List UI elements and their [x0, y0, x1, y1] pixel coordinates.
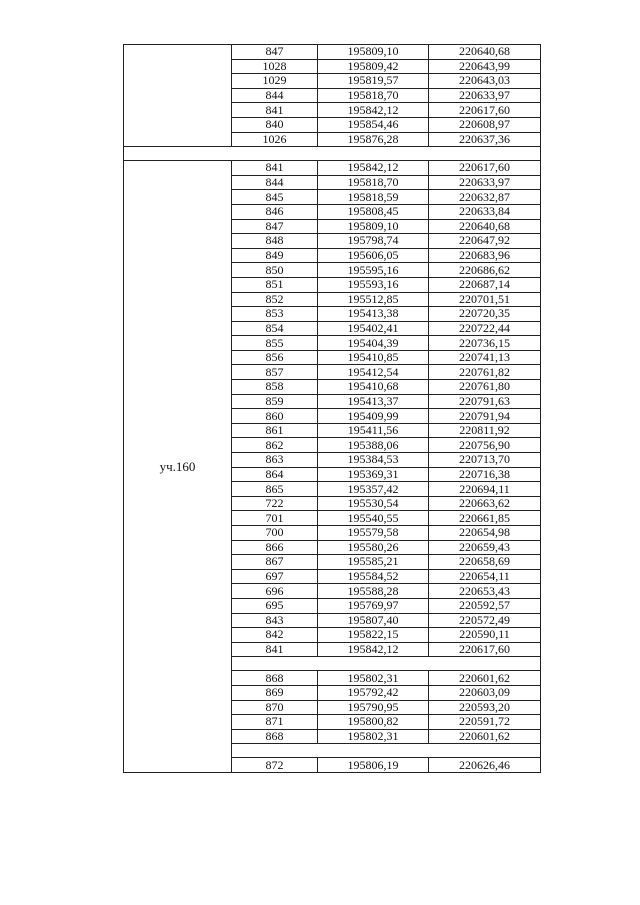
point-number-cell: 863 [232, 453, 318, 468]
x-coordinate-cell: 195842,12 [318, 642, 429, 657]
x-coordinate-cell: 195802,31 [318, 671, 429, 686]
x-coordinate-cell: 195792,42 [318, 685, 429, 700]
y-coordinate-cell: 220601,62 [429, 671, 541, 686]
point-number-cell: 844 [232, 88, 318, 103]
x-coordinate-cell: 195580,26 [318, 540, 429, 555]
point-number-cell: 866 [232, 540, 318, 555]
x-coordinate-cell: 195595,16 [318, 263, 429, 278]
table-row [124, 45, 541, 60]
x-coordinate-cell: 195842,12 [318, 161, 429, 176]
y-coordinate-cell: 220592,57 [429, 598, 541, 613]
point-number-cell: 843 [232, 613, 318, 628]
y-coordinate-cell: 220591,72 [429, 715, 541, 730]
y-coordinate-cell: 220761,82 [429, 365, 541, 380]
point-number-cell: 851 [232, 277, 318, 292]
y-coordinate-cell: 220663,62 [429, 496, 541, 511]
point-number-cell: 871 [232, 715, 318, 730]
point-number-cell: 870 [232, 700, 318, 715]
plot-label-cell: уч.160 [124, 161, 232, 773]
contour-separator-cell [232, 657, 541, 671]
point-number-cell: 868 [232, 729, 318, 744]
y-coordinate-cell: 220608,97 [429, 117, 541, 132]
y-coordinate-cell: 220716,38 [429, 467, 541, 482]
y-coordinate-cell: 220683,96 [429, 248, 541, 263]
y-coordinate-cell: 220643,03 [429, 74, 541, 89]
point-number-cell: 846 [232, 204, 318, 219]
y-coordinate-cell: 220632,87 [429, 190, 541, 205]
point-number-cell: 840 [232, 117, 318, 132]
x-coordinate-cell: 195807,40 [318, 613, 429, 628]
y-coordinate-cell: 220720,35 [429, 307, 541, 322]
y-coordinate-cell: 220756,90 [429, 438, 541, 453]
point-number-cell: 850 [232, 263, 318, 278]
y-coordinate-cell: 220593,20 [429, 700, 541, 715]
y-coordinate-cell: 220603,09 [429, 685, 541, 700]
y-coordinate-cell: 220659,43 [429, 540, 541, 555]
y-coordinate-cell: 220713,70 [429, 453, 541, 468]
y-coordinate-cell: 220643,99 [429, 59, 541, 74]
x-coordinate-cell: 195588,28 [318, 584, 429, 599]
x-coordinate-cell: 195842,12 [318, 103, 429, 118]
point-number-cell: 865 [232, 482, 318, 497]
y-coordinate-cell: 220761,80 [429, 380, 541, 395]
point-number-cell: 845 [232, 190, 318, 205]
x-coordinate-cell: 195769,97 [318, 598, 429, 613]
y-coordinate-cell: 220791,94 [429, 409, 541, 424]
y-coordinate-cell: 220626,46 [429, 758, 541, 773]
separator-row [124, 147, 541, 161]
x-coordinate-cell: 195413,38 [318, 307, 429, 322]
x-coordinate-cell: 195384,53 [318, 453, 429, 468]
point-number-cell: 855 [232, 336, 318, 351]
plot-label-cell [124, 45, 232, 147]
point-number-cell: 858 [232, 380, 318, 395]
y-coordinate-cell: 220811,92 [429, 423, 541, 438]
y-coordinate-cell: 220617,60 [429, 642, 541, 657]
point-number-cell: 700 [232, 526, 318, 541]
point-number-cell: 701 [232, 511, 318, 526]
x-coordinate-cell: 195809,10 [318, 219, 429, 234]
x-coordinate-cell: 195410,85 [318, 350, 429, 365]
point-number-cell: 869 [232, 685, 318, 700]
x-coordinate-cell: 195854,46 [318, 117, 429, 132]
x-coordinate-cell: 195530,54 [318, 496, 429, 511]
x-coordinate-cell: 195402,41 [318, 321, 429, 336]
x-coordinate-cell: 195585,21 [318, 555, 429, 570]
coordinates-table [123, 44, 541, 773]
point-number-cell: 841 [232, 161, 318, 176]
x-coordinate-cell: 195819,57 [318, 74, 429, 89]
x-coordinate-cell: 195806,19 [318, 758, 429, 773]
y-coordinate-cell: 220654,98 [429, 526, 541, 541]
y-coordinate-cell: 220647,92 [429, 234, 541, 249]
x-coordinate-cell: 195818,70 [318, 88, 429, 103]
point-number-cell: 856 [232, 350, 318, 365]
y-coordinate-cell: 220637,36 [429, 132, 541, 147]
y-coordinate-cell: 220694,11 [429, 482, 541, 497]
y-coordinate-cell: 220617,60 [429, 103, 541, 118]
x-coordinate-cell: 195809,10 [318, 45, 429, 60]
x-coordinate-cell: 195369,31 [318, 467, 429, 482]
point-number-cell: 861 [232, 423, 318, 438]
point-number-cell: 849 [232, 248, 318, 263]
x-coordinate-cell: 195802,31 [318, 729, 429, 744]
point-number-cell: 697 [232, 569, 318, 584]
point-number-cell: 696 [232, 584, 318, 599]
x-coordinate-cell: 195411,56 [318, 423, 429, 438]
point-number-cell: 695 [232, 598, 318, 613]
y-coordinate-cell: 220722,44 [429, 321, 541, 336]
x-coordinate-cell: 195876,28 [318, 132, 429, 147]
coordinates-table-body [124, 45, 541, 773]
point-number-cell: 842 [232, 628, 318, 643]
x-coordinate-cell: 195540,55 [318, 511, 429, 526]
x-coordinate-cell: 195822,15 [318, 628, 429, 643]
y-coordinate-cell: 220617,60 [429, 161, 541, 176]
y-coordinate-cell: 220633,97 [429, 175, 541, 190]
x-coordinate-cell: 195388,06 [318, 438, 429, 453]
contour-separator-cell [232, 744, 541, 758]
point-number-cell: 857 [232, 365, 318, 380]
point-number-cell: 847 [232, 45, 318, 60]
x-coordinate-cell: 195818,70 [318, 175, 429, 190]
x-coordinate-cell: 195410,68 [318, 380, 429, 395]
separator-cell [124, 147, 541, 161]
point-number-cell: 722 [232, 496, 318, 511]
point-number-cell: 841 [232, 103, 318, 118]
y-coordinate-cell: 220701,51 [429, 292, 541, 307]
x-coordinate-cell: 195808,45 [318, 204, 429, 219]
x-coordinate-cell: 195790,95 [318, 700, 429, 715]
x-coordinate-cell: 195413,37 [318, 394, 429, 409]
y-coordinate-cell: 220633,97 [429, 88, 541, 103]
point-number-cell: 862 [232, 438, 318, 453]
y-coordinate-cell: 220633,84 [429, 204, 541, 219]
x-coordinate-cell: 195606,05 [318, 248, 429, 263]
point-number-cell: 848 [232, 234, 318, 249]
point-number-cell: 847 [232, 219, 318, 234]
y-coordinate-cell: 220653,43 [429, 584, 541, 599]
y-coordinate-cell: 220791,63 [429, 394, 541, 409]
x-coordinate-cell: 195409,99 [318, 409, 429, 424]
point-number-cell: 868 [232, 671, 318, 686]
point-number-cell: 864 [232, 467, 318, 482]
x-coordinate-cell: 195357,42 [318, 482, 429, 497]
x-coordinate-cell: 195579,58 [318, 526, 429, 541]
point-number-cell: 872 [232, 758, 318, 773]
y-coordinate-cell: 220601,62 [429, 729, 541, 744]
x-coordinate-cell: 195798,74 [318, 234, 429, 249]
y-coordinate-cell: 220658,69 [429, 555, 541, 570]
x-coordinate-cell: 195412,54 [318, 365, 429, 380]
y-coordinate-cell: 220687,14 [429, 277, 541, 292]
point-number-cell: 859 [232, 394, 318, 409]
y-coordinate-cell: 220686,62 [429, 263, 541, 278]
y-coordinate-cell: 220640,68 [429, 45, 541, 60]
y-coordinate-cell: 220572,49 [429, 613, 541, 628]
x-coordinate-cell: 195512,85 [318, 292, 429, 307]
x-coordinate-cell: 195584,52 [318, 569, 429, 584]
table-row [124, 161, 541, 176]
x-coordinate-cell: 195818,59 [318, 190, 429, 205]
y-coordinate-cell: 220741,13 [429, 350, 541, 365]
point-number-cell: 844 [232, 175, 318, 190]
y-coordinate-cell: 220640,68 [429, 219, 541, 234]
point-number-cell: 1026 [232, 132, 318, 147]
point-number-cell: 854 [232, 321, 318, 336]
point-number-cell: 860 [232, 409, 318, 424]
y-coordinate-cell: 220590,11 [429, 628, 541, 643]
point-number-cell: 841 [232, 642, 318, 657]
point-number-cell: 853 [232, 307, 318, 322]
point-number-cell: 1028 [232, 59, 318, 74]
x-coordinate-cell: 195404,39 [318, 336, 429, 351]
y-coordinate-cell: 220654,11 [429, 569, 541, 584]
x-coordinate-cell: 195800,82 [318, 715, 429, 730]
point-number-cell: 852 [232, 292, 318, 307]
x-coordinate-cell: 195809,42 [318, 59, 429, 74]
y-coordinate-cell: 220736,15 [429, 336, 541, 351]
y-coordinate-cell: 220661,85 [429, 511, 541, 526]
x-coordinate-cell: 195593,16 [318, 277, 429, 292]
point-number-cell: 1029 [232, 74, 318, 89]
point-number-cell: 867 [232, 555, 318, 570]
